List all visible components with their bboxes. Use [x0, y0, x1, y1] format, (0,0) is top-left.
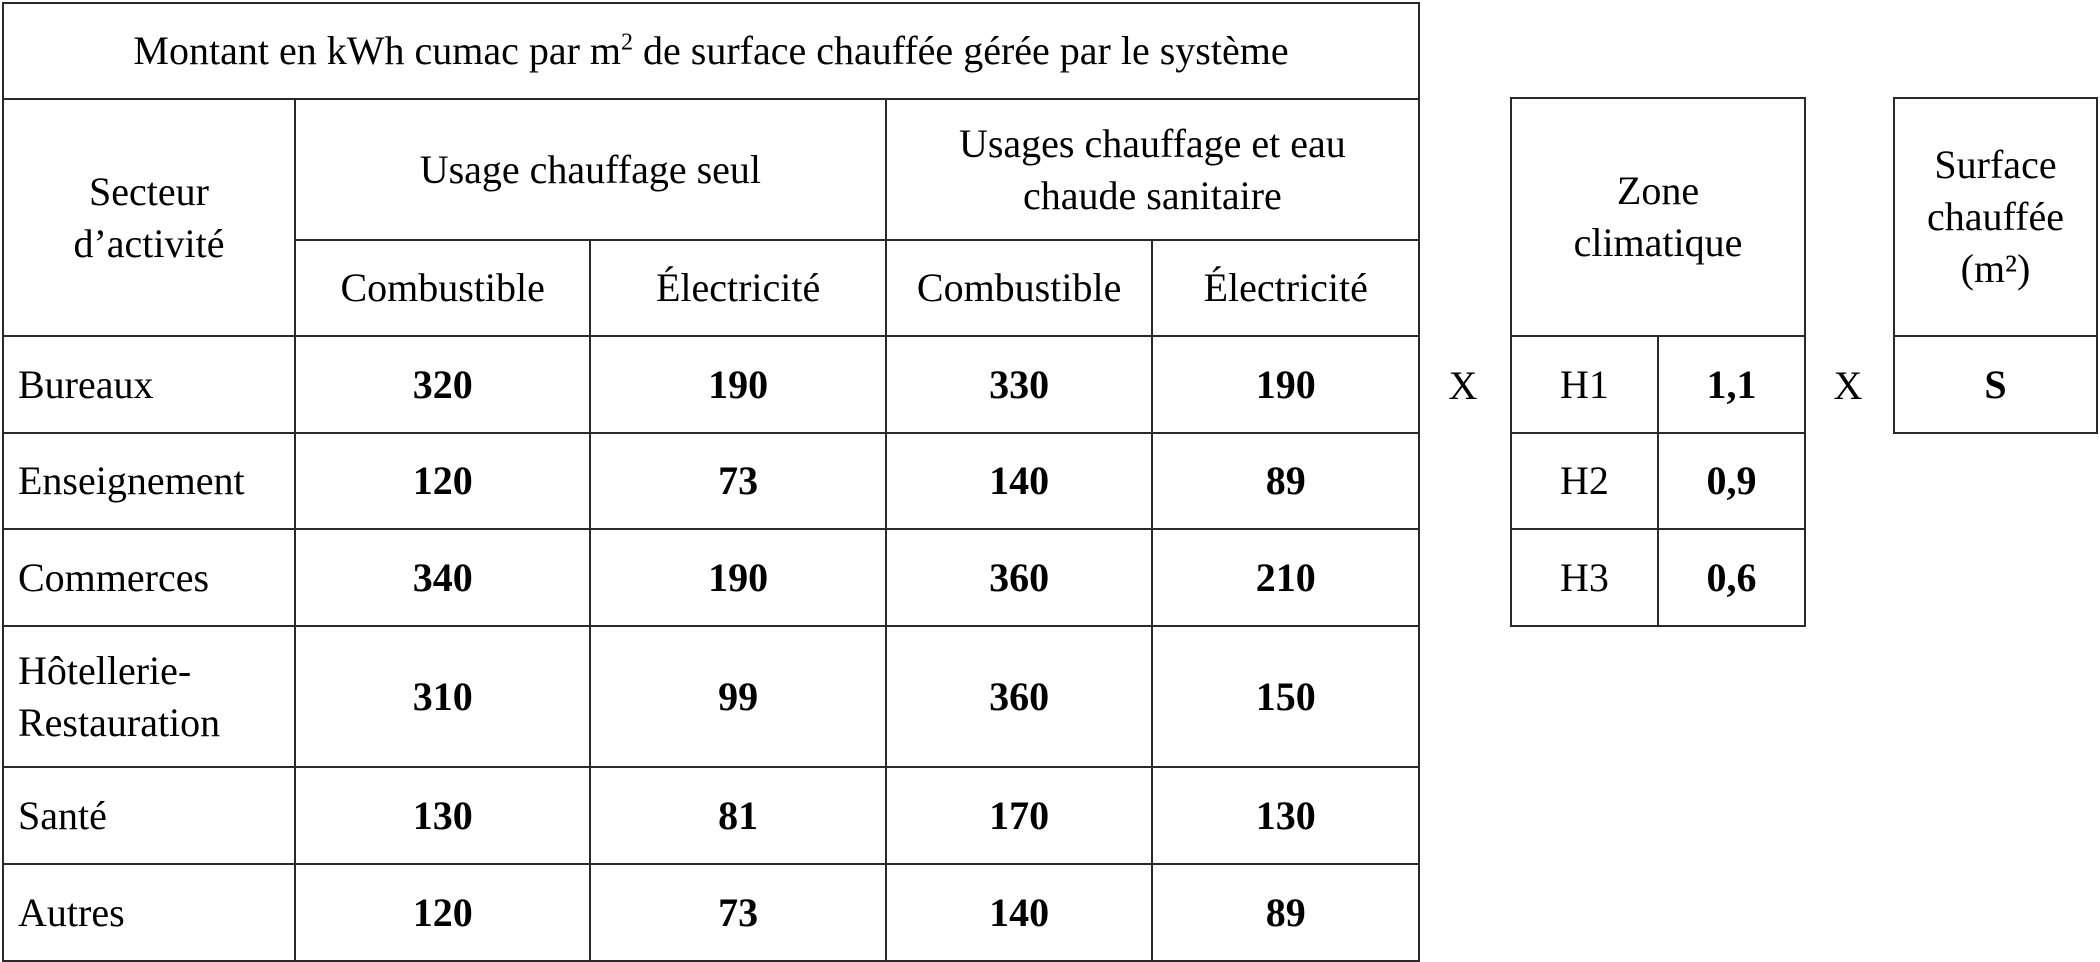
value-cell: 140: [886, 864, 1153, 961]
surface-value: S: [1894, 336, 2097, 433]
value-cell: 140: [886, 433, 1153, 529]
value-cell: 89: [1152, 433, 1419, 529]
value-cell: 73: [590, 864, 885, 961]
sector-cell: Bureaux: [3, 336, 295, 433]
climate-zone-header: Zone climatique: [1511, 98, 1805, 336]
table-row: [1511, 433, 1805, 529]
value-cell: 190: [590, 529, 885, 626]
climate-zone-table: [1510, 97, 1806, 627]
sector-cell: Autres: [3, 864, 295, 961]
value-cell: 150: [1152, 626, 1419, 767]
group-heating-dhw-header: Usages chauffage et eau chaude sanitaire: [886, 99, 1419, 240]
sector-cell: Santé: [3, 767, 295, 864]
group-heating-only-header: Usage chauffage seul: [295, 99, 886, 240]
value-cell: 170: [886, 767, 1153, 864]
table-row: [3, 767, 1419, 864]
value-cell: 190: [590, 336, 885, 433]
surface-table: [1893, 97, 2098, 434]
table-row: [3, 336, 1419, 433]
sector-header: Secteur d’activité: [3, 99, 295, 336]
sub-header-fuel: Combustible: [886, 240, 1153, 336]
sector-cell: Commerces: [3, 529, 295, 626]
value-cell: 360: [886, 626, 1153, 767]
value-cell: 360: [886, 529, 1153, 626]
table-row: [3, 433, 1419, 529]
value-cell: 340: [295, 529, 591, 626]
table-row: [1511, 336, 1805, 433]
main-table: [2, 2, 1420, 962]
zone-cell: H3: [1511, 529, 1658, 626]
multiply-sign: X: [1448, 363, 1478, 408]
value-cell: 310: [295, 626, 591, 767]
value-cell: 81: [590, 767, 885, 864]
value-cell: 89: [1152, 864, 1419, 961]
factor-cell: 0,6: [1658, 529, 1805, 626]
value-cell: 320: [295, 336, 591, 433]
value-cell: 130: [295, 767, 591, 864]
value-cell: 73: [590, 433, 885, 529]
sector-cell: Hôtellerie-Restauration: [3, 626, 295, 767]
value-cell: 330: [886, 336, 1153, 433]
sector-cell: Enseignement: [3, 433, 295, 529]
zone-cell: H2: [1511, 433, 1658, 529]
table-row: [3, 626, 1419, 767]
zone-cell: H1: [1511, 336, 1658, 433]
table-title: Montant en kWh cumac par $m^2$ de surface chauffée gérée par le système: [3, 3, 1419, 99]
sub-header-electricity: Électricité: [1152, 240, 1419, 336]
value-cell: 120: [295, 864, 591, 961]
sub-header-fuel: Combustible: [295, 240, 591, 336]
factor-cell: 1,1: [1658, 336, 1805, 433]
value-cell: 130: [1152, 767, 1419, 864]
value-cell: 99: [590, 626, 885, 767]
factor-cell: 0,9: [1658, 433, 1805, 529]
table-row: [1511, 529, 1805, 626]
table-row: [3, 529, 1419, 626]
multiply-sign: X: [1833, 363, 1863, 408]
value-cell: 210: [1152, 529, 1419, 626]
surface-header: Surface chauffée (m²): [1894, 98, 2097, 336]
value-cell: 190: [1152, 336, 1419, 433]
sub-header-electricity: Électricité: [590, 240, 885, 336]
table-row: [3, 864, 1419, 961]
value-cell: 120: [295, 433, 591, 529]
